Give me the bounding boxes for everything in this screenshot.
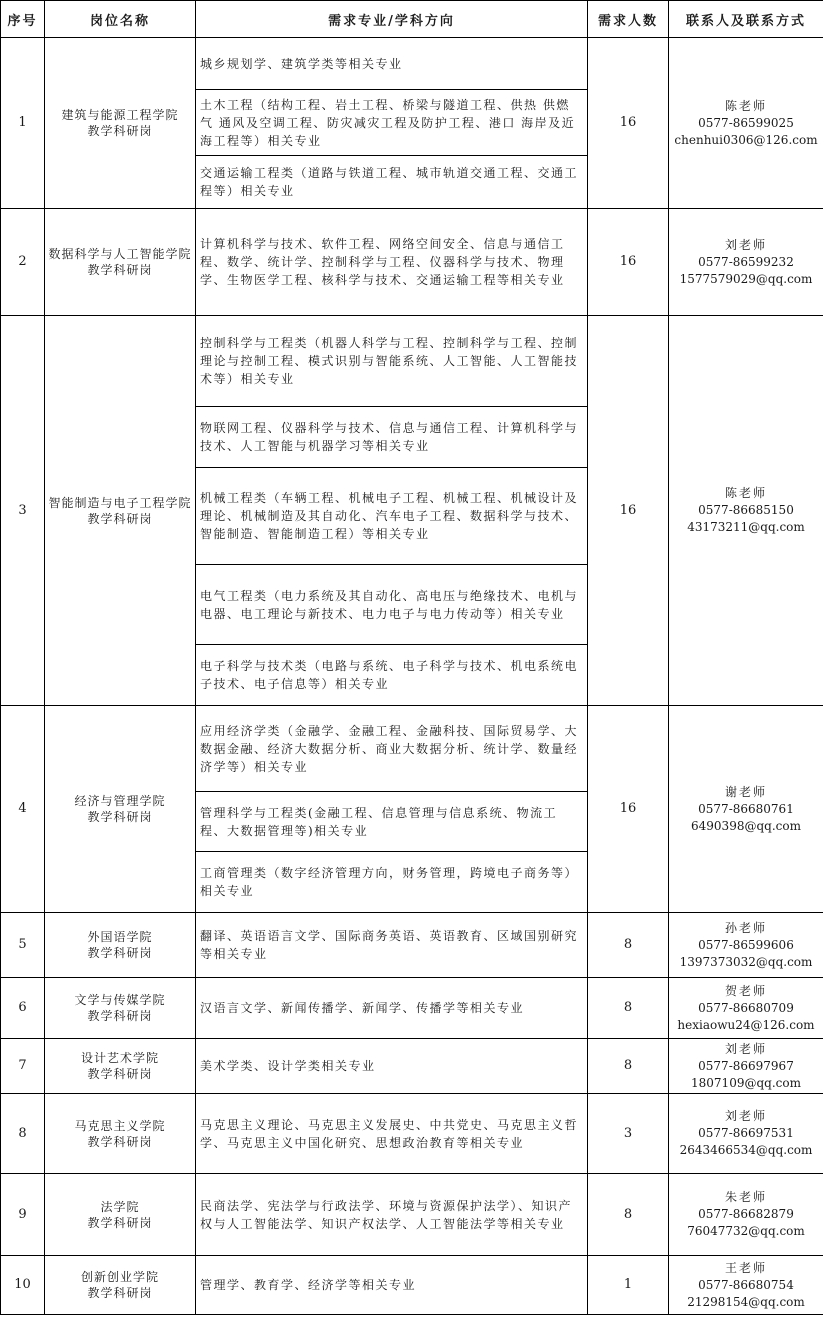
contact-phone: 0577-86682879 [698, 1207, 794, 1221]
contact-phone: 0577-86599606 [698, 937, 794, 952]
contact-phone: 0577-86680754 [698, 1277, 794, 1292]
major-cell: 电子科学与技术类（电路与系统、电子科学与技术、机电系统电子技术、电子信息等）相关专业 [196, 645, 588, 706]
major-cell: 翻译、英语语言文学、国际商务英语、英语教育、区域国别研究等相关专业 [196, 913, 588, 978]
contact-name: 刘老师 [724, 237, 767, 252]
row-position [45, 978, 196, 1039]
row-contact [669, 978, 823, 1039]
major-cell: 民商法学、宪法学与行政法学、环境与资源保护法学）、知识产权与人工智能法学、知识产权法学、人工智能法学等相关专业 [196, 1174, 588, 1256]
row-seq: 3 [1, 316, 45, 706]
contact-phone: 0577-86697967 [698, 1058, 794, 1073]
row-count: 3 [588, 1094, 669, 1174]
table-body [1, 38, 823, 1315]
contact-email: 2643466534@qq.com [679, 1143, 813, 1157]
position-type: 教学科研岗 [87, 946, 153, 960]
row-count: 16 [588, 706, 669, 913]
department-name: 经济与管理学院 [74, 794, 166, 808]
row-position [45, 316, 196, 706]
table-row [1, 1256, 823, 1315]
row-position [45, 1039, 196, 1094]
contact-name: 刘老师 [724, 1041, 767, 1056]
row-contact [669, 1039, 823, 1094]
row-contact [669, 706, 823, 913]
contact-email: 6490398@qq.com [691, 818, 801, 833]
major-cell: 交通运输工程类（道路与铁道工程、城市轨道交通工程、交通工程等）相关专业 [196, 156, 588, 209]
row-count: 16 [588, 316, 669, 706]
contact-name: 陈老师 [724, 98, 767, 113]
row-position [45, 1174, 196, 1256]
row-position [45, 1094, 196, 1174]
table-row [1, 913, 823, 978]
position-type: 教学科研岗 [87, 1286, 153, 1300]
table-row [1, 316, 823, 407]
row-count: 16 [588, 209, 669, 316]
row-seq: 10 [1, 1256, 45, 1315]
contact-email: 43173211@qq.com [687, 520, 805, 534]
major-cell: 电气工程类（电力系统及其自动化、高电压与绝缘技术、电机与电器、电工理论与新技术、电力电子与电力传动等）相关专业 [196, 565, 588, 645]
table-row [1, 209, 823, 316]
contact-name: 刘老师 [724, 1109, 767, 1123]
contact-phone: 0577-86680761 [698, 801, 794, 816]
major-cell: 物联网工程、仪器科学与技术、信息与通信工程、计算机科学与技术、人工智能与机器学习等相关专业 [196, 407, 588, 468]
row-seq: 4 [1, 706, 45, 913]
row-count: 8 [588, 913, 669, 978]
row-seq: 9 [1, 1174, 45, 1256]
row-contact [669, 1094, 823, 1174]
table-row [1, 978, 823, 1039]
major-cell: 土木工程（结构工程、岩土工程、桥梁与隧道工程、供热 供燃气 通风及空调工程、防灾减灾工程及防护工程、港口 海岸及近海工程等）相关专业 [196, 90, 588, 156]
row-count: 8 [588, 1174, 669, 1256]
table-row [1, 1094, 823, 1174]
contact-phone: 0577-86680709 [698, 1000, 794, 1015]
department-name: 设计艺术学院 [80, 1051, 159, 1065]
row-contact [669, 1256, 823, 1315]
header-seq: 序号 [1, 1, 45, 38]
department-name: 马克思主义学院 [74, 1118, 166, 1133]
position-type: 教学科研岗 [87, 511, 153, 526]
contact-phone: 0577-86599232 [698, 254, 794, 269]
table-row [1, 1174, 823, 1256]
header-row [1, 1, 823, 38]
row-count: 8 [588, 1039, 669, 1094]
contact-email: hexiaowu24@126.com [677, 1017, 815, 1032]
contact-email: chenhui0306@126.com [674, 132, 818, 147]
row-contact [669, 38, 823, 209]
row-count: 8 [588, 978, 669, 1039]
major-cell: 管理学、教育学、经济学等相关专业 [196, 1256, 588, 1315]
contact-phone: 0577-86685150 [698, 503, 794, 517]
row-seq: 8 [1, 1094, 45, 1174]
major-cell: 机械工程类（车辆工程、机械电子工程、机械工程、机械设计及理论、机械制造及其自动化、汽车电子工程、数据科学与技术、智能制造、智能制造工程）等相关专业 [196, 468, 588, 565]
row-position [45, 706, 196, 913]
contact-name: 陈老师 [724, 486, 767, 500]
contact-name: 孙老师 [724, 920, 767, 935]
major-cell: 管理科学与工程类(金融工程、信息管理与信息系统、物流工程、大数据管理等)相关专业 [196, 792, 588, 852]
department-name: 智能制造与电子工程学院 [48, 495, 192, 510]
contact-name: 朱老师 [724, 1190, 767, 1204]
row-count: 16 [588, 38, 669, 209]
contact-name: 谢老师 [724, 784, 767, 799]
row-seq: 7 [1, 1039, 45, 1094]
row-seq: 2 [1, 209, 45, 316]
row-contact [669, 1174, 823, 1256]
position-type: 教学科研岗 [87, 810, 153, 824]
header-position: 岗位名称 [45, 1, 196, 38]
major-cell: 应用经济学类（金融学、金融工程、金融科技、国际贸易学、大数据金融、经济大数据分析、商业大数据分析、统计学、数量经济学等）相关专业 [196, 706, 588, 792]
contact-phone: 0577-86697531 [698, 1126, 794, 1140]
department-name: 外国语学院 [87, 930, 153, 944]
row-position [45, 38, 196, 209]
department-name: 创新创业学院 [80, 1270, 159, 1284]
table-row [1, 38, 823, 90]
row-contact [669, 316, 823, 706]
contact-email: 1577579029@qq.com [679, 271, 813, 286]
row-position [45, 1256, 196, 1315]
header-contact: 联系人及联系方式 [669, 1, 823, 38]
contact-email: 76047732@qq.com [687, 1224, 805, 1238]
position-type: 教学科研岗 [87, 1134, 153, 1149]
contact-name: 贺老师 [724, 983, 767, 998]
row-seq: 6 [1, 978, 45, 1039]
major-cell: 计算机科学与技术、软件工程、网络空间安全、信息与通信工程、数学、统计学、控制科学与工程、仪器科学与技术、物理学、生物医学工程、核科学与技术、交通运输工程等相关专业 [196, 209, 588, 316]
department-name: 文学与传媒学院 [74, 993, 166, 1007]
major-cell: 马克思主义理论、马克思主义发展史、中共党史、马克思主义哲学、马克思主义中国化研究、思想政治教育等相关专业 [196, 1094, 588, 1174]
row-contact [669, 209, 823, 316]
row-position [45, 209, 196, 316]
position-type: 教学科研岗 [87, 124, 153, 138]
department-name: 数据科学与人工智能学院 [48, 247, 192, 261]
major-cell: 控制科学与工程类（机器人科学与工程、控制科学与工程、控制理论与控制工程、模式识别与智能系统、人工智能、人工智能技术等）相关专业 [196, 316, 588, 407]
contact-name: 王老师 [724, 1260, 767, 1275]
position-type: 教学科研岗 [87, 263, 153, 277]
row-position [45, 913, 196, 978]
table-row [1, 706, 823, 792]
row-seq: 5 [1, 913, 45, 978]
major-cell: 汉语言文学、新闻传播学、新闻学、传播学等相关专业 [196, 978, 588, 1039]
row-count: 1 [588, 1256, 669, 1315]
contact-email: 21298154@qq.com [687, 1294, 805, 1309]
contact-email: 1397373032@qq.com [679, 954, 813, 969]
header-count: 需求人数 [588, 1, 669, 38]
major-cell: 工商管理类（数字经济管理方向，财务管理，跨境电子商务等）相关专业 [196, 852, 588, 913]
position-type: 教学科研岗 [87, 1009, 153, 1023]
contact-email: 1807109@qq.com [691, 1075, 801, 1090]
row-contact [669, 913, 823, 978]
row-seq: 1 [1, 38, 45, 209]
table-row [1, 1039, 823, 1094]
major-cell: 城乡规划学、建筑学类等相关专业 [196, 38, 588, 90]
header-major: 需求专业/学科方向 [196, 1, 588, 38]
contact-phone: 0577-86599025 [698, 115, 794, 130]
position-type: 教学科研岗 [87, 1215, 153, 1230]
position-type: 教学科研岗 [87, 1067, 153, 1081]
department-name: 法学院 [100, 1199, 140, 1214]
major-cell: 美术学类、设计学类相关专业 [196, 1039, 588, 1094]
department-name: 建筑与能源工程学院 [61, 108, 179, 122]
